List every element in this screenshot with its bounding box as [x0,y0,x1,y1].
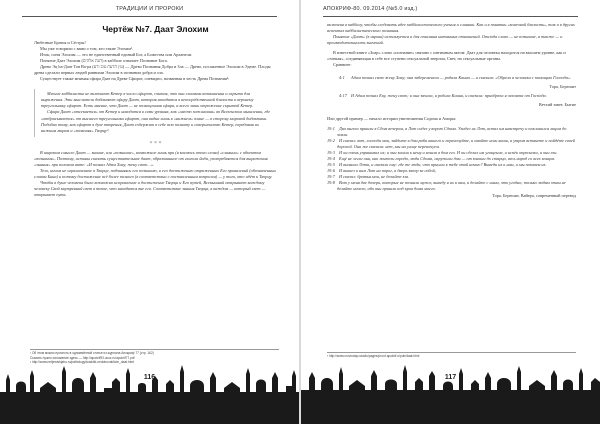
verse-number: 19:8 [327,179,335,185]
paragraph: Тело, ничем не ограниченное в Творце, подчиняясь его познанию, и его достижению отраженных Его проявлений (обозначенных словом Бина) и потому достижение всё более полного (в соответствии с поставленным вопросом) — у того, кто идёт к Творцу. [34,167,276,179]
right-page-body [327,22,576,202]
footnote-link[interactable]: ² http://www.netjewishjabo.ru/pathology/tzaddik-nedotrovat/isbn_daat.html [30,359,135,364]
paragraph: Или другой пример — начало истории уничтожения Содома и Аморы: [327,115,457,121]
right-page [301,0,600,424]
chapter-title: Чертёж №7. Даат Элохим [102,24,209,34]
list-attribution: Тора, Берешит, Вайера, современный перевод [492,193,576,199]
verse-number: 19:5 [327,161,335,167]
paragraph: Сравните: [333,62,352,68]
footnotes-right [327,352,576,358]
verse-text: И сказал: братья мои, не делайте зла. [339,173,410,179]
verse-text: И сказал: вот, господа мои, зайдите в дом раба вашего и переночуйте, и омойте ноги ваши, а утром встанете и пойдёте своей дорогой. Они же сказали: нет, мы на улице переночуем. [337,137,576,149]
section-separator: * * * [149,140,162,147]
footnote-link[interactable]: ³ http://www.cnn/ostap-studio/pages/proof-apokrif-n/pub/daat.html [327,353,420,358]
quote-block [34,89,277,136]
verse-attribution: Ветхий завет, Бытие [538,102,576,108]
verse-number: 19:2 [327,137,335,143]
running-header-left: ТРАДИЦИИ И ПРОРОКИ [22,4,277,17]
paragraph: Итак, сонм Элохим — это не единственный единый Бог, а Божества или Арханели. [40,52,193,58]
city-skyline-decoration [301,362,600,424]
left-page [0,0,299,424]
verse-text: И вызвали Лота, и сказали ему: где те люди, что пришли к тебе этой ночью? Выведи их к нам, и мы познаем их. [339,161,547,167]
verse-number: 4:17 [339,93,347,99]
footnote: ¹ Об этом можно прочесть в одноимённой статье из журнала Апокриф 77 (стр. 162) [30,351,154,356]
paragraph: Понятие «Даат» (в ивриш) используется и для описания интимных отношений. Отсюда слово — не познание, а также — и производительность значений. [327,34,563,46]
list-item [327,180,576,192]
verse-text: Два ангела пришли в Сдом вечером, а Лот сидел у ворот Сдома. Увидел их Лот, встал им навстречу и поклонился лицом до земли. [337,125,567,137]
paragraph: В известной книге «Зоар» слово «познание» связано с интимным актом: Даат для человека находится на высшем уровне, как и «тонкая», соединяющая в себе все ступени сексуальной энергии, Свет, на сексуальные органы. [327,50,566,62]
verse-number: 19:1 [327,125,335,131]
paragraph: В широком смысле Даат — знание, или «познание», возможное лишь при (я касаюсь этого слова) «слиянии» с объектом «познания». Поэтому, истины сказать существительное даат, образованное от глагола йада, употребляется для выражения «знания» при половом акте: «И познал Адам Хаву, жену свою…». [34,149,268,167]
paragraph: Любезные Братья и Сёстры! [34,40,86,45]
verse [339,75,576,81]
verse [339,93,576,99]
verse-text: И он очень упрашивал их; и они зашли к нему и вошли в дом его. И он сделал им угощение, и испёк опресноки, и они ели. [339,149,558,155]
verse-number: 19:3 [327,149,335,155]
verse-attribution: Тора, Берешит [549,84,576,90]
paragraph: Существует также мнимая сфира Даат на Древе Сфирот, очевидно, названная в честь Древа Познания²: [40,76,230,82]
running-header-right: АПОКРИФ-80. 09.2014 (№5.0 изд.) [323,4,578,17]
verse-text: Ещё не легли они, как жители города, люди Сдома, окружили дом — от юноши до старца, весь народ со всех концов. [339,155,556,161]
footnote-link[interactable]: Сказать нужно изложение здесь — http://apokrif93.ucoz.ru/apokrif77.pdf [30,355,135,360]
verse-list [327,126,576,193]
verse-text: И Адам познал Еву, жену свою; и она зачала, и родила Каина, и сказала: приобрела я человека от Господа. [351,93,547,99]
verse-text: Адам познал свою жену Хаву; она забеременела — родила Каина — и сказала: «Обрела я человека с помощью Господа». [351,75,572,81]
page-number-right: 117 [444,374,457,381]
list-item [327,126,576,138]
page-number-left: 116 [143,374,156,381]
paragraph: Мы уже говорили с вами о том, кто такие Элохим¹. [40,46,134,52]
verse-number: 4:1 [339,75,345,81]
verse-number: 19:4 [327,155,335,161]
quote-paragraph: Многие каббалисты не включают Кетер в число сфирот, считая, что она слишком возвышенна и скрыта для выражения. Эти мыслители добавляют сфиру Даат, которая находится в непосредственной близости к верхнему треугольнику сфирот. Есть мнение, что Даат — не полноценная сфира, а всего лишь отражение скрытой Кетер. [41,91,254,109]
verse-number: 19:6 [327,167,335,173]
verse-text: Вот у меня две дочери, которые не познали мужа; выведу я их к вам, и делайте с ними, что угодно; только людям этим не делайте ничего, ибо они пришли под кров дома моего. [337,179,566,192]
verse-text: И вышел к ним Лот на порог, а дверь запер за собой, [339,167,436,173]
paragraph: Понятие Даат Элохим (דעת אלהים) в каббале означает Познание Бога. [40,58,168,64]
left-page-body [34,22,277,198]
verse-number: 19:7 [327,173,335,179]
paragraph: Чтобы в душе человека было возможно исправление и достижение Творца и Его путей, Всевышний открывает каждому человеку Свой внутренний свет в точке, что находится вне его. Соответствие знания Творца, в каждом — который свет — открывает путь. [34,179,266,197]
list-item [327,138,576,150]
quote-paragraph: Сфира Даат «отсекается» от Кетер и находится в семи уровнях, как «место зажигания» во Вселенском мышлении, где «отбрасывается» от высшего треугольника сфирот, она видна лишь в «нижнем» плане — в сторону мировой дидактики. Подобно тому, как сфирот в духе творения, Даат содержит в себе всю полноту и совершенство Кетер, передавая их нижним мирам и «позволяя» Творцу³. [41,109,271,133]
paragraph: Древо Эц ha-Даат Тов Ва-ра (עץ הדעת טוב ורע) — Древо Познания Добра и Зла — Древо, посаженное Элохим в Эдеме. Плоды древа сделали первых людей равными Элохим в познании добра и зла. [34,64,271,76]
paragraph: включена в каббалу, чтобы следовать идее каббалистического учения и слиянии. Как и в понятии «конечной близость», так и в других аспектах каббалистического познания. [327,22,575,34]
